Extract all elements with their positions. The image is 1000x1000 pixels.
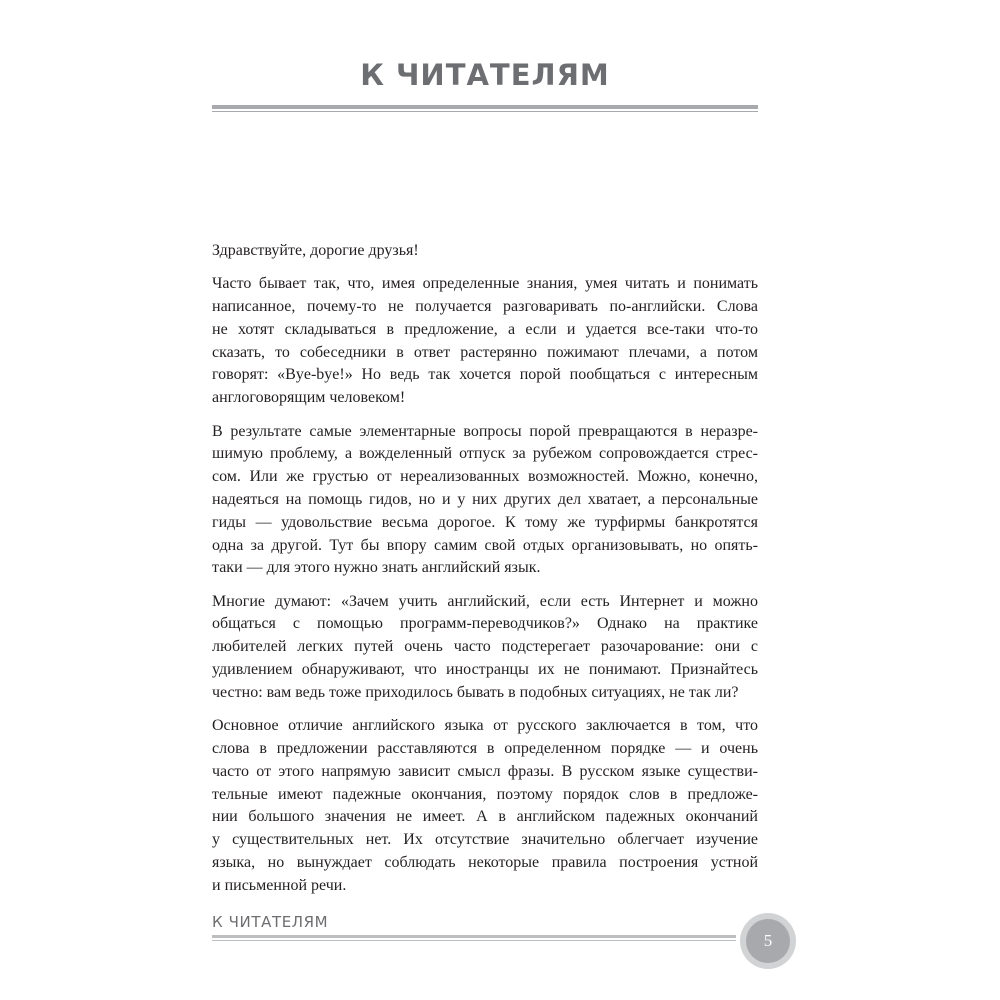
title-rule <box>212 105 758 112</box>
text-line: языка, но вынуждает соблюдать некоторые правила построения устной <box>212 853 758 871</box>
paragraph <box>212 240 758 263</box>
text-line: часто от этого напрямую зависит смысл фразы. В русском языке существи- <box>212 762 758 780</box>
text-line: общаться с помощью программ-переводчиков?» Однако на практике <box>212 615 758 633</box>
running-footer-title: К ЧИТАТЕЛЯМ <box>212 913 329 931</box>
paragraph <box>212 591 758 705</box>
text-line: таки — для этого нужно знать английский язык. <box>212 559 541 577</box>
text-line: сказать, то собеседники в ответ растерянно пожимают плечами, а потом <box>212 343 758 361</box>
text-line: Здравствуйте, дорогие друзья! <box>212 242 419 259</box>
text-line: говорят: «Bye-bye!» Но ведь так хочется порой пообщаться с интересным <box>212 366 758 384</box>
text-line: удивлением обнаруживают, что иностранцы их не понимают. Признайтесь <box>212 661 758 679</box>
text-line: Многие думают: «Зачем учить английский, если есть Интернет и можно <box>212 592 758 610</box>
paragraph <box>212 421 758 581</box>
page-number-badge <box>740 913 796 969</box>
body-text <box>212 240 758 908</box>
page-number: 5 <box>746 919 790 963</box>
text-line: гиды — удовольствие весьма дорогое. К тому же турфирмы банкротятся <box>212 513 758 531</box>
text-line: не хотят складываться в предложение, а если и удается все-таки что-то <box>212 320 758 338</box>
page-title: К ЧИТАТЕЛЯМ <box>360 58 610 92</box>
text-line: В результате самые элементарные вопросы порой превращаются в неразре- <box>212 422 758 440</box>
footer-rule <box>212 935 736 941</box>
text-line: честно: вам ведь тоже приходилось бывать в подобных ситуациях, не так ли? <box>212 683 739 701</box>
text-line: слова в предложении расставляются в определенном порядке — и очень <box>212 739 758 757</box>
text-line: написанное, почему-то не получается разговаривать по-английски. Слова <box>212 298 758 316</box>
text-line: Часто бывает так, что, имея определенные знания, умея читать и понимать <box>212 275 758 293</box>
text-line: у существительных нет. Их отсутствие значительно облегчает изучение <box>212 831 758 849</box>
text-line: шимую проблему, а вожделенный отпуск за рубежом сопровождается стрес- <box>212 445 758 463</box>
text-line: англоговорящим человеком! <box>212 389 406 407</box>
text-line: любителей легких путей очень часто подстерегает разочарование: они с <box>212 638 758 656</box>
text-line: одна за другой. Тут бы впору самим свой отдых организовывать, но опять- <box>212 536 758 554</box>
paragraph <box>212 715 758 897</box>
text-line: сом. Или же грустью от нереализованных возможностей. Можно, конечно, <box>212 468 758 486</box>
text-line: нии большого значения не имеет. А в английском падежных окончаний <box>212 808 758 826</box>
text-line: Основное отличие английского языка от русского заключается в том, что <box>212 717 758 735</box>
text-line: надеяться на помощь гидов, но и у них других дел хватает, а персональные <box>212 490 758 508</box>
text-line: тельные имеют падежные окончания, поэтому порядок слов в предложе- <box>212 785 758 803</box>
text-line: и письменной речи. <box>212 876 347 894</box>
paragraph <box>212 273 758 410</box>
